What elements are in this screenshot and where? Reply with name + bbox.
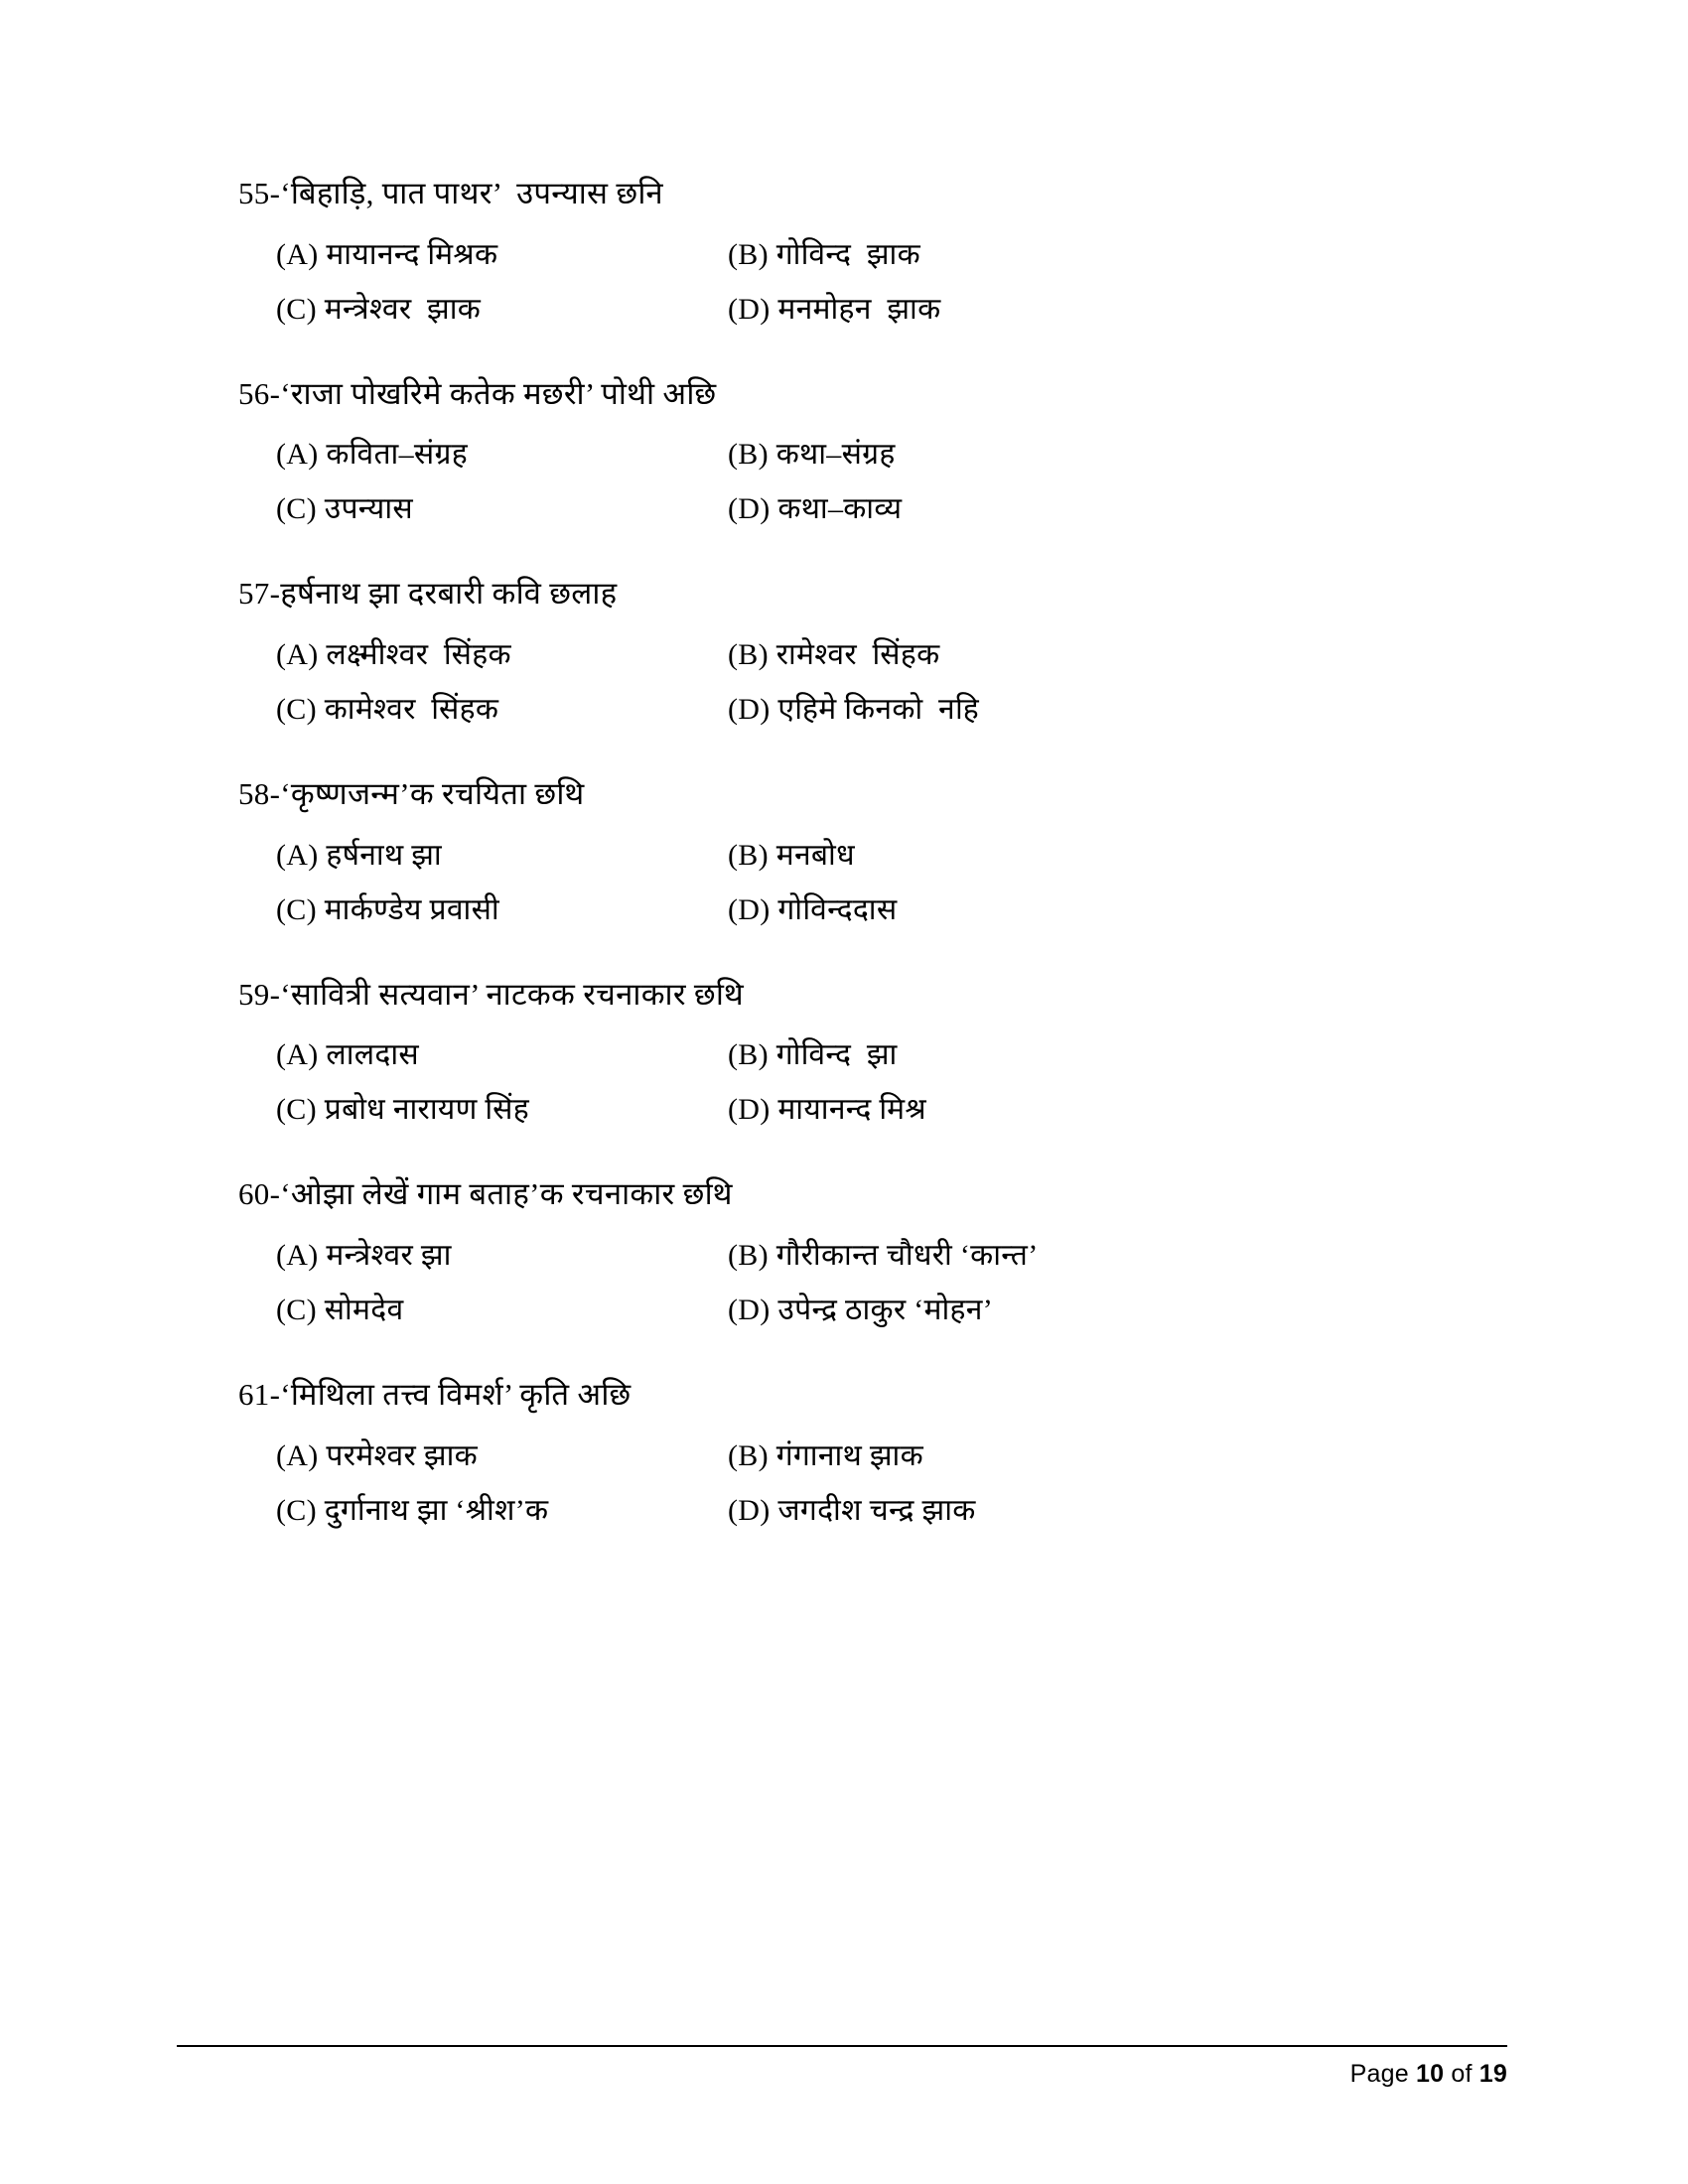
question-stem bbox=[238, 1174, 1489, 1214]
option-c-text: उपन्यास bbox=[324, 492, 413, 526]
footer-of-word: of bbox=[1444, 2060, 1479, 2088]
option-a[interactable] bbox=[276, 1436, 728, 1475]
option-row bbox=[276, 1236, 1489, 1275]
option-a-label: (A) bbox=[276, 838, 319, 872]
question-text: ‘राजा पोखरिमे कतेक मछरी’ पोथी अछि bbox=[280, 375, 717, 411]
option-a[interactable] bbox=[276, 235, 728, 274]
question-number: 58- bbox=[238, 776, 281, 812]
option-row bbox=[276, 1491, 1489, 1530]
option-b[interactable] bbox=[728, 1436, 1489, 1475]
option-c[interactable] bbox=[276, 489, 728, 528]
option-d[interactable] bbox=[728, 489, 1489, 528]
option-d[interactable] bbox=[728, 1491, 1489, 1530]
option-c-text: मन्त्रेश्वर झाक bbox=[324, 292, 482, 326]
question-text: ‘सावित्री सत्यवान’ नाटकक रचनाकार छथि bbox=[280, 976, 745, 1012]
option-d-text: गोविन्ददास bbox=[777, 892, 898, 926]
page-footer bbox=[1350, 2060, 1507, 2089]
question-number: 60- bbox=[238, 1176, 281, 1212]
question-block bbox=[238, 774, 1489, 929]
option-b-text: कथा–संग्रह bbox=[775, 438, 896, 472]
option-d-label: (D) bbox=[728, 693, 771, 727]
option-c-label: (C) bbox=[276, 292, 317, 326]
option-row bbox=[276, 290, 1489, 329]
option-row bbox=[276, 435, 1489, 474]
option-row bbox=[276, 690, 1489, 729]
option-c-label: (C) bbox=[276, 1493, 317, 1527]
option-row bbox=[276, 1436, 1489, 1475]
option-d[interactable] bbox=[728, 1090, 1489, 1129]
option-b[interactable] bbox=[728, 635, 1489, 674]
footer-current-page: 10 bbox=[1416, 2060, 1445, 2088]
option-a[interactable] bbox=[276, 1035, 728, 1074]
option-row bbox=[276, 1291, 1489, 1329]
question-number: 57- bbox=[238, 576, 281, 612]
question-number: 55- bbox=[238, 176, 281, 210]
option-c-label: (C) bbox=[276, 693, 317, 727]
option-d-text: कथा–काव्य bbox=[777, 492, 903, 526]
option-d-label: (D) bbox=[728, 1093, 771, 1127]
option-c-text: दुर्गानाथ झा ‘श्रीश’क bbox=[324, 1493, 549, 1527]
option-row bbox=[276, 1090, 1489, 1129]
option-d-text: उपेन्द्र ठाकुर ‘मोहन’ bbox=[777, 1294, 994, 1327]
option-d[interactable] bbox=[728, 1291, 1489, 1329]
option-b-label: (B) bbox=[728, 237, 769, 271]
question-text: ‘मिथिला तत्त्व विमर्श’ कृति अछि bbox=[280, 1377, 632, 1413]
question-stem bbox=[238, 574, 1489, 614]
question-stem bbox=[238, 374, 1489, 414]
option-b-label: (B) bbox=[728, 838, 769, 872]
option-d[interactable] bbox=[728, 890, 1489, 929]
option-a-text: परमेश्वर झाक bbox=[326, 1438, 478, 1472]
question-block bbox=[238, 574, 1489, 729]
option-c-label: (C) bbox=[276, 492, 317, 526]
option-row bbox=[276, 890, 1489, 929]
question-text: हर्षनाथ झा दरबारी कवि छलाह bbox=[280, 576, 618, 612]
option-b-text: गोविन्द झाक bbox=[775, 237, 920, 271]
footer-page-word: Page bbox=[1349, 2060, 1417, 2088]
question-stem bbox=[238, 174, 1489, 213]
question-text: ‘ओझा लेखें गाम बताह’क रचनाकार छथि bbox=[280, 1176, 733, 1212]
option-b-label: (B) bbox=[728, 1438, 769, 1472]
footer-total-pages: 19 bbox=[1478, 2060, 1507, 2088]
option-row bbox=[276, 836, 1489, 875]
option-d-label: (D) bbox=[728, 892, 771, 926]
option-c-text: कामेश्वर सिंहक bbox=[324, 693, 499, 727]
option-d[interactable] bbox=[728, 290, 1489, 329]
option-c-text: मार्कण्डेय प्रवासी bbox=[324, 892, 499, 926]
question-text: ‘कृष्णजन्म’क रचयिता छथि bbox=[280, 776, 585, 812]
option-d-text: मनमोहन झाक bbox=[777, 292, 941, 326]
option-a-text: कविता–संग्रह bbox=[326, 438, 468, 472]
option-a-label: (A) bbox=[276, 438, 319, 472]
option-a[interactable] bbox=[276, 435, 728, 474]
option-b[interactable] bbox=[728, 1236, 1489, 1275]
option-b[interactable] bbox=[728, 1035, 1489, 1074]
option-d-label: (D) bbox=[728, 292, 771, 326]
option-d-label: (D) bbox=[728, 492, 771, 526]
option-c[interactable] bbox=[276, 890, 728, 929]
option-c[interactable] bbox=[276, 1090, 728, 1129]
option-b[interactable] bbox=[728, 235, 1489, 274]
option-a-text: मायानन्द मिश्रक bbox=[326, 237, 498, 271]
option-d-label: (D) bbox=[728, 1294, 771, 1327]
option-a-text: लालदास bbox=[326, 1038, 419, 1072]
question-block bbox=[238, 975, 1489, 1130]
option-a-label: (A) bbox=[276, 1438, 319, 1472]
option-b-label: (B) bbox=[728, 638, 769, 672]
option-a-text: लक्ष्मीश्वर सिंहक bbox=[326, 638, 511, 672]
option-a-text: हर्षनाथ झा bbox=[326, 838, 442, 872]
question-number: 56- bbox=[238, 375, 281, 411]
option-d[interactable] bbox=[728, 690, 1489, 729]
option-c-label: (C) bbox=[276, 892, 317, 926]
option-b-text: गोविन्द झा bbox=[775, 1038, 898, 1072]
option-row bbox=[276, 489, 1489, 528]
question-list bbox=[238, 174, 1489, 1575]
option-a[interactable] bbox=[276, 1236, 728, 1275]
option-b-label: (B) bbox=[728, 1239, 769, 1273]
option-b-text: गंगानाथ झाक bbox=[775, 1438, 923, 1472]
question-number: 59- bbox=[238, 976, 281, 1012]
question-stem bbox=[238, 774, 1489, 814]
option-d-text: जगदीश चन्द्र झाक bbox=[777, 1493, 976, 1527]
option-a[interactable] bbox=[276, 635, 728, 674]
option-c-label: (C) bbox=[276, 1294, 317, 1327]
question-stem bbox=[238, 975, 1489, 1015]
question-number: 61- bbox=[238, 1377, 281, 1413]
question-block bbox=[238, 1174, 1489, 1329]
option-b[interactable] bbox=[728, 836, 1489, 875]
option-a-label: (A) bbox=[276, 1038, 319, 1072]
option-b[interactable] bbox=[728, 435, 1489, 474]
option-a-label: (A) bbox=[276, 638, 319, 672]
option-a-text: मन्त्रेश्वर झा bbox=[326, 1239, 452, 1273]
option-c[interactable] bbox=[276, 690, 728, 729]
option-row bbox=[276, 1035, 1489, 1074]
option-a-label: (A) bbox=[276, 1239, 319, 1273]
option-b-label: (B) bbox=[728, 438, 769, 472]
question-block bbox=[238, 374, 1489, 529]
option-b-label: (B) bbox=[728, 1038, 769, 1072]
question-block bbox=[238, 1375, 1489, 1530]
option-row bbox=[276, 635, 1489, 674]
option-b-text: मनबोध bbox=[775, 838, 855, 872]
option-row bbox=[276, 235, 1489, 274]
option-c[interactable] bbox=[276, 1291, 728, 1329]
option-d-text: मायानन्द मिश्र bbox=[777, 1093, 926, 1127]
option-b-text: गौरीकान्त चौधरी ‘कान्त’ bbox=[775, 1239, 1039, 1273]
option-c-label: (C) bbox=[276, 1093, 317, 1127]
option-d-label: (D) bbox=[728, 1493, 771, 1527]
option-c-text: प्रबोध नारायण सिंह bbox=[324, 1093, 529, 1127]
option-c-text: सोमदेव bbox=[324, 1294, 404, 1327]
footer-divider bbox=[177, 2045, 1507, 2047]
option-c[interactable] bbox=[276, 290, 728, 329]
question-text: ‘बिहाड़ि, पात पाथर’ उपन्यास छनि bbox=[280, 176, 663, 210]
option-b-text: रामेश्वर सिंहक bbox=[775, 638, 940, 672]
option-a[interactable] bbox=[276, 836, 728, 875]
option-c[interactable] bbox=[276, 1491, 728, 1530]
question-block bbox=[238, 174, 1489, 329]
option-a-label: (A) bbox=[276, 237, 319, 271]
option-d-text: एहिमे किनको नहि bbox=[777, 693, 980, 727]
question-stem bbox=[238, 1375, 1489, 1415]
